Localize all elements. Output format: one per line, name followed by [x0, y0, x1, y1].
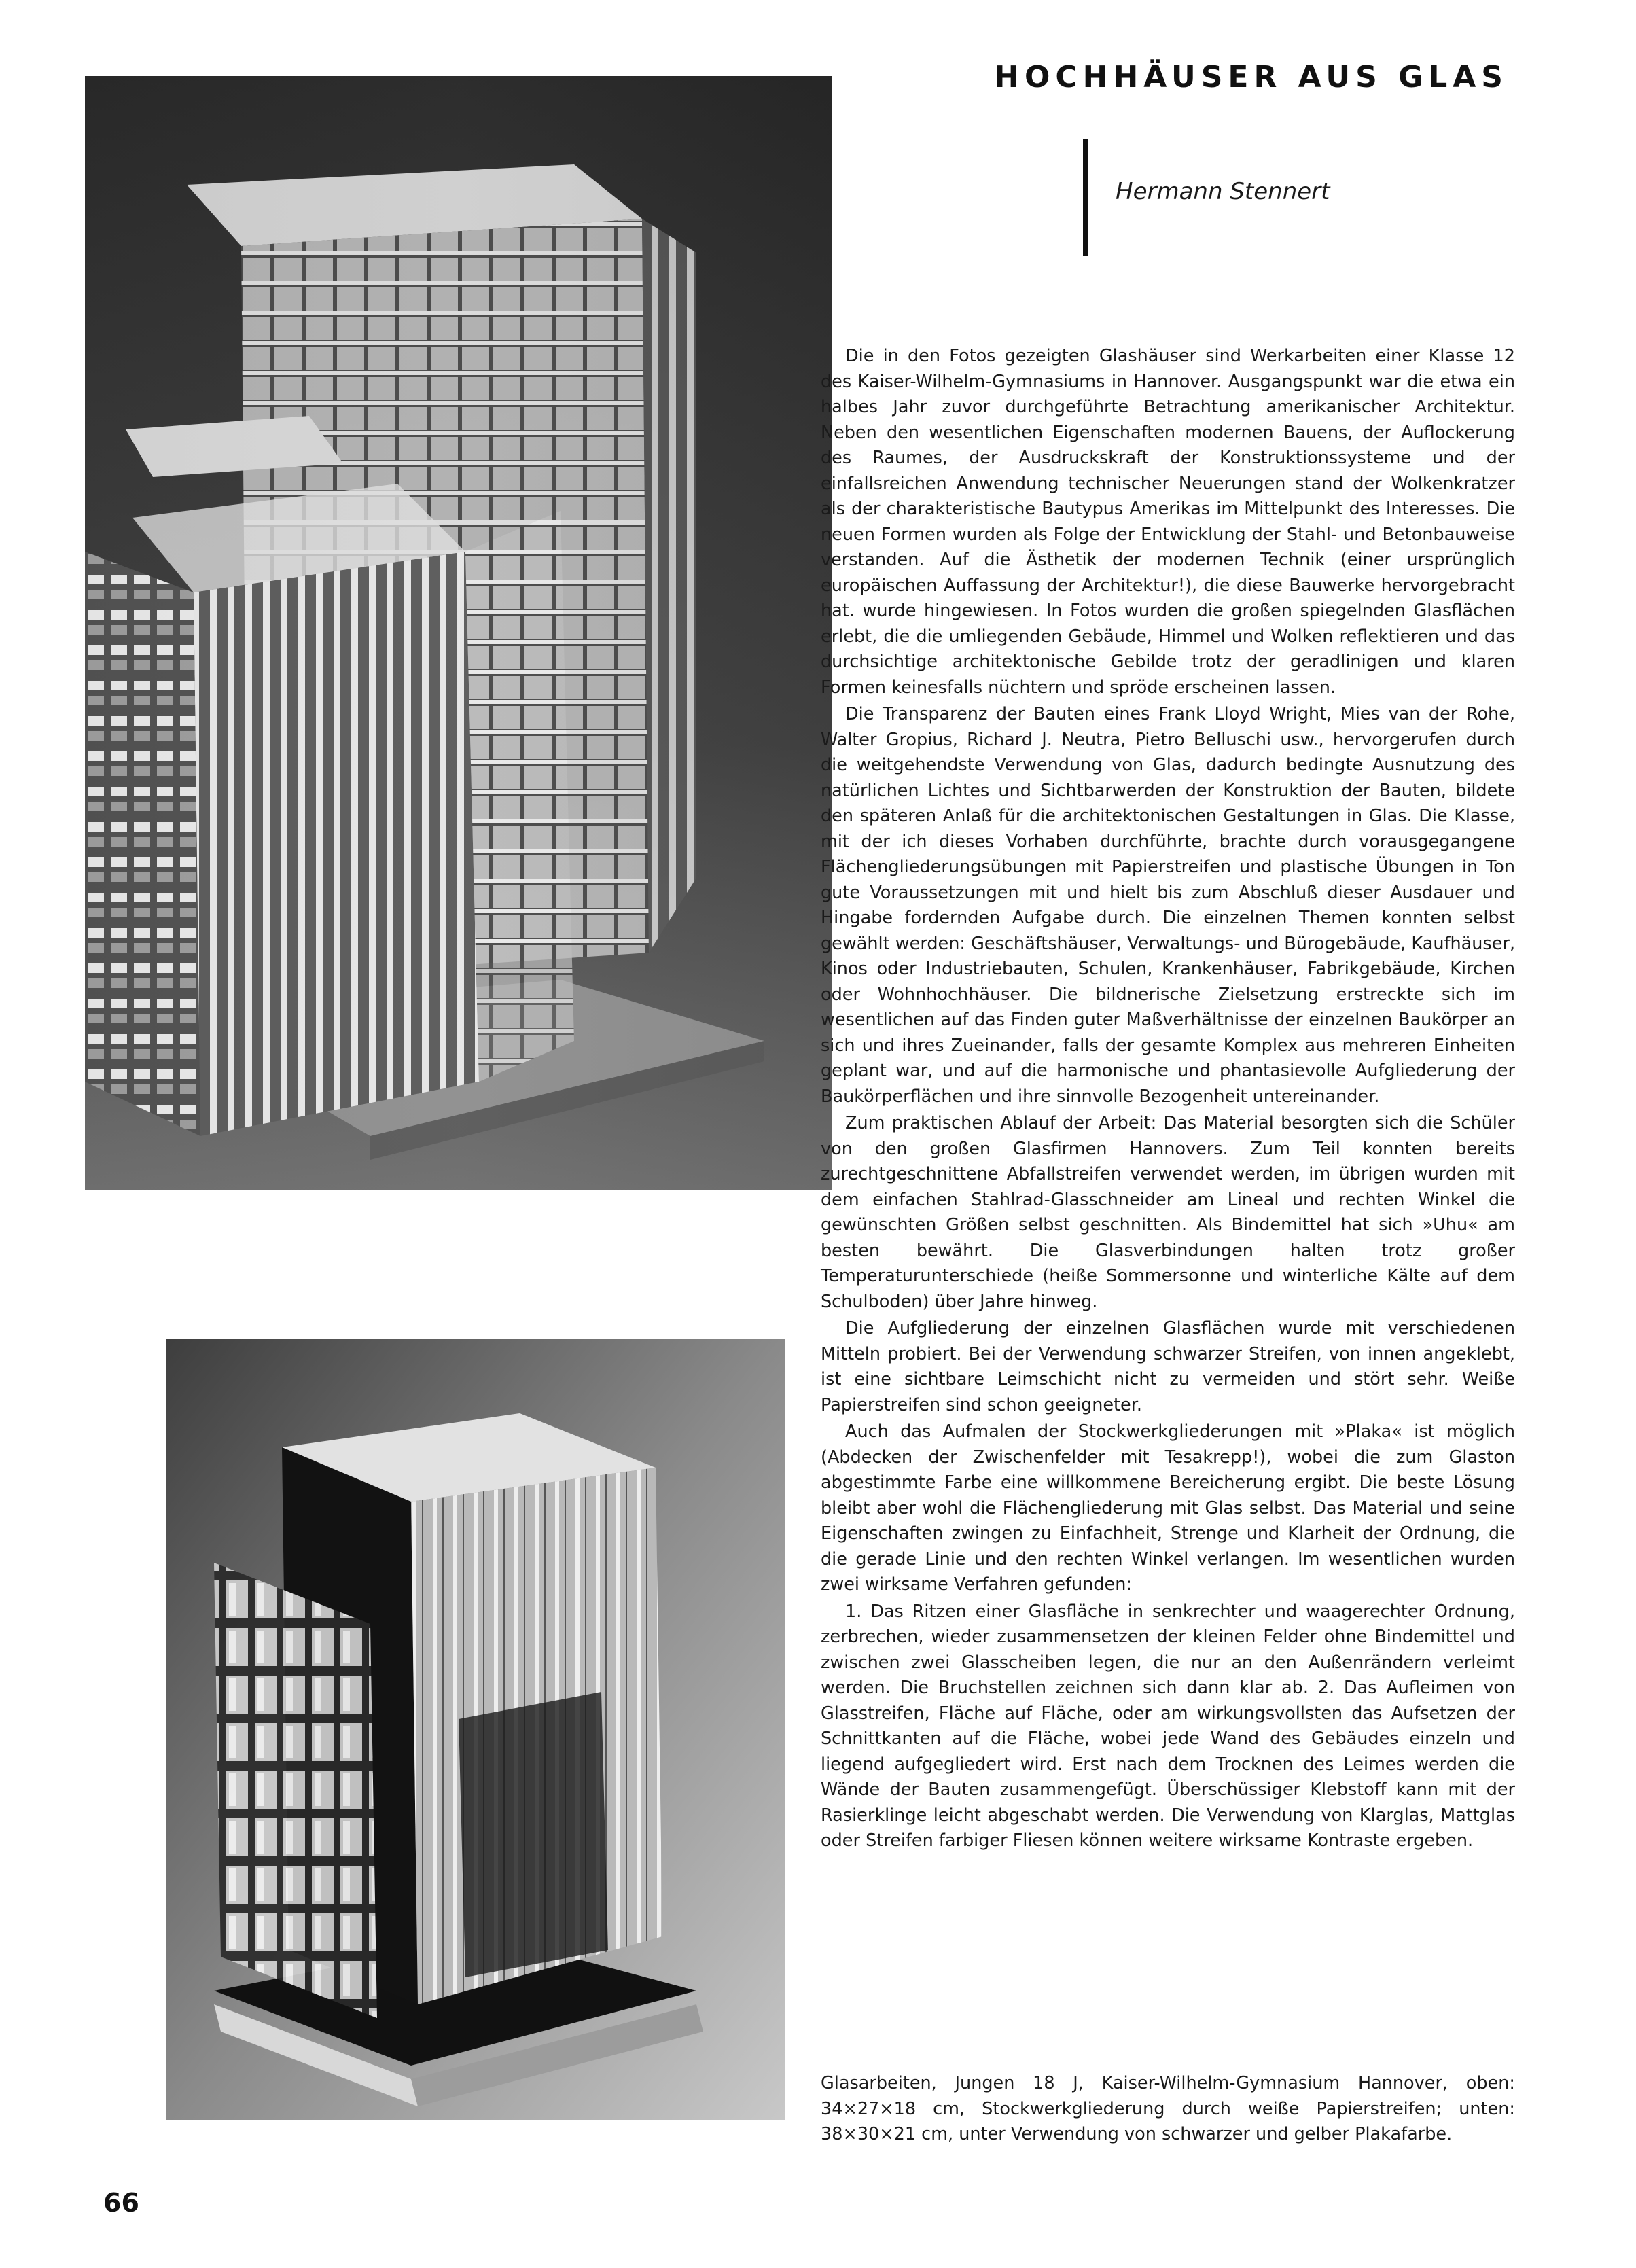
article-paragraph: Die Transparenz der Bauten eines Frank Lloyd Wright, Mies van der Rohe, Walter Gropius, Richard J. Neutra, Pietro Belluschi usw., hervorgerufen durch die weitgehendste Verwendung von Glas, dadurch bedingte Ausnutzung des natürlichen Lichtes und Sichtbarwerden der Konstruktion der Bauten, bildete den späteren Anlaß für die architektonischen Gestaltungen in Glas. Die Klasse, mit der ich dieses Vorhaben durchführte, brachte durch vorausgegangene Flächengliederungsübungen mit Papierstreifen und plastische Übungen in Ton gute Voraussetzungen mit und hielt bis zum Abschluß dieser Ausdauer und Hingabe fordernden Aufgabe durch. Die einzelnen Themen konnten selbst gewählt werden: Geschäftshäuser, Verwaltungs- und Bürogebäude, Kaufhäuser, Kinos oder Industriebauten, Schulen, Krankenhäuser, Fabrikgebäude, Kirchen oder Wohnhochhäuser. Die bildnerische Zielsetzung erstreckte sich im wesentlichen auf das Finden guter Maßverhältnisse der einzelnen Baukörper an sich und ihres Zueinander, falls der gesamte Komplex aus mehreren Einheiten geplant war, und auf die harmonische und phantasievolle Aufgliederung der Baukörperflächen und ihre sinnvolle Bezogenheit untereinander. [821, 704, 1515, 1107]
article-paragraph: Zum praktischen Ablauf der Arbeit: Das Material besorgten sich die Schüler von den großen Glasfirmen Hannovers. Zum Teil konnten bereits zurechtgeschnittene Abfallstreifen verwendet werden, im übrigen wurden mit dem einfachen Stahlrad-Glasschneider am Lineal und rechten Winkel die gewünschten Größen selbst geschnitten. Als Bindemittel hat sich »Uhu« am besten bewährt. Die Glasverbindungen halten trotz großer Temperaturunterschiede (heiße Sommersonne und winterliche Kälte auf dem Schulboden) über Jahre hinweg. [821, 1113, 1515, 1312]
glass-skyscraper-model-icon [85, 76, 832, 1190]
photo-glass-building [166, 1339, 785, 2120]
photo-caption: Glasarbeiten, Jungen 18 J, Kaiser-Wilhelm-Gymnasium Hannover, oben: 34×27×18 cm, Stockwerkgliederung durch weiße Papierstreifen; unten: 38×30×21 cm, unter Verwendung von schwarzer und gelber Plakafarbe. [821, 2073, 1515, 2144]
article-paragraph: 1. Das Ritzen einer Glasfläche in senkrechter und waagerechter Ordnung, zerbrechen, wieder zusammensetzen der kleinen Felder ohne Bindemittel und zwischen zwei Glasscheiben legen, die nur an den Außenrändern verleimt werden. Die Bruchstellen zeichnen sich dann klar ab. 2. Das Aufleimen von Glasstreifen, Fläche auf Fläche, oder am wirkungsvollsten das Aufsetzen der Schnittkanten auf die Fläche, wobei jede Wand des Gebäudes einzeln und liegend aufgegliedert wird. Erst nach dem Trocknen des Leimes werden die Wände der Bauten zusammengefügt. Überschüssiger Klebstoff kann mit der Rasierklinge leicht abgeschabt werden. Die Verwendung von Klarglas, Mattglas oder Streifen farbiger Fliesen können weitere wirksame Kontraste ergeben. [821, 1601, 1515, 1851]
article-paragraph: Die in den Fotos gezeigten Glashäuser sind Werkarbeiten einer Klasse 12 des Kaiser-Wilhelm-Gymnasiums in Hannover. Ausgangspunkt war die etwa ein halbes Jahr zuvor durchgeführte Betrachtung amerikanischer Architektur. Neben den wesentlichen Eigenschaften modernen Bauens, der Auflockerung des Raumes, der Ausdruckskraft der Konstruktionssysteme und der einfallsreichen Anwendung technischer Neuerungen stand der Wolkenkratzer als der charakteristische Bautypus Amerikas im Mittelpunkt des Interesses. Die neuen Formen wurden als Folge der Entwicklung der Stahl- und Betonbauweise verstanden. Auf die Ästhetik der modernen Technik (einer ursprünglich europäischen Auffassung der Architektur!), die diese Bauwerke hervorgebracht hat. wurde hingewiesen. In Fotos wurden die großen spiegelnden Glasflächen erlebt, die die umliegenden Gebäude, Himmel und Wolken reflektieren und das durchsichtige architektonische Gebilde trotz der geradlinigen und klaren Formen keinesfalls nüchtern und spröde erscheinen lassen. [821, 346, 1515, 698]
article-paragraph: Die Aufgliederung der einzelnen Glasflächen wurde mit verschiedenen Mitteln probiert. Bei der Verwendung schwarzer Streifen, von innen angeklebt, ist eine sichtbare Leimschicht nicht zu vermeiden und stört sehr. Weiße Papierstreifen sind schon geeigneter. [821, 1318, 1515, 1415]
author-name: Hermann Stennert [1116, 178, 1330, 205]
photo-glass-skyscraper [85, 76, 832, 1190]
article-body [821, 344, 1515, 1856]
page-number: 66 [103, 2188, 139, 2218]
author-divider [1083, 139, 1088, 256]
glass-building-model-icon [166, 1339, 785, 2120]
page-title: HOCHHÄUSER AUS GLAS [994, 60, 1508, 94]
article-paragraph: Auch das Aufmalen der Stockwerkgliederungen mit »Plaka« ist möglich (Abdecken der Zwischenfelder mit Tesakrepp!), wobei die zum Glaston abgestimmte Farbe eine willkommene Bereicherung ergibt. Die beste Lösung bleibt aber wohl die Flächengliederung mit Glas selbst. Das Material und seine Eigenschaften zwingen zu Einfachheit, Strenge und Klarheit der Ordnung, die die gerade Linie und den rechten Winkel verlangen. Im wesentlichen wurden zwei wirksame Verfahren gefunden: [821, 1421, 1515, 1595]
